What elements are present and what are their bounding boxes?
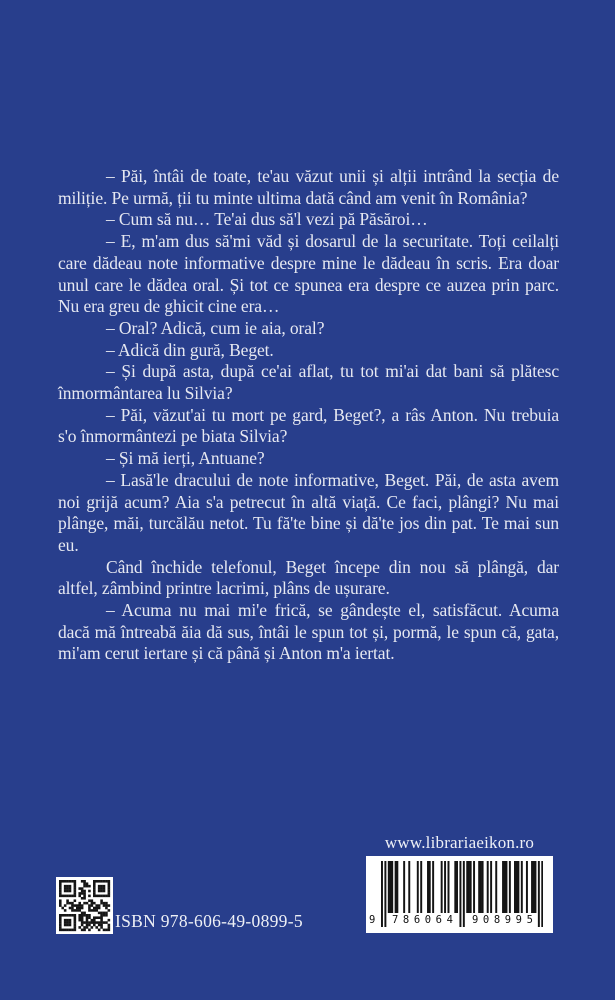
publisher-website: www.librariaeikon.ro — [384, 833, 535, 852]
paragraph: – Păi, întâi de toate, te'au văzut unii și alții intrând la secția de miliție. Pe urmă, ții tu minte ultima dată când am venit în România? — [58, 166, 559, 208]
back-cover-text — [58, 166, 559, 665]
paragraph: – Și mă ierți, Antuane? — [106, 448, 265, 469]
barcode-first-digit: 9 — [369, 914, 376, 926]
paragraph: – Păi, văzut'ai tu mort pe gard, Beget?, a râs Anton. Nu trebuia s'o înmormântezi pe biata Silvia? — [58, 404, 559, 447]
isbn-barcode — [366, 856, 553, 933]
paragraph: – Cum să nu… Te'ai dus să'l vezi pă Păsăroi… — [106, 209, 428, 230]
barcode-right-digits: 908995 — [472, 914, 538, 926]
paragraph: – Și după asta, după ce'ai aflat, tu tot mi'ai dat bani să plătesc înmormântarea lu Silvia? — [58, 361, 559, 404]
paragraph: – E, m'am dus să'mi văd și dosarul de la securitate. Toți ceilalți care dădeau note informative despre mine le dădeau în scris. Era doar unul care le dădea oral. Și tot ce spunea era despre ce auzea prin parc. Nu era greu de ghicit cine era… — [58, 231, 559, 317]
barcode-left-digits: 786064 — [392, 914, 458, 926]
paragraph: – Adică din gură, Beget. — [106, 339, 274, 360]
paragraph: Când închide telefonul, Beget începe din nou să plângă, dar altfel, zâmbind printre lacrimi, plâns de ușurare. — [58, 556, 559, 599]
paragraph: – Acuma nu mai mi'e frică, se gândește el, satisfăcut. Acuma dacă mă întreabă ăia dă sus, întâi le spun tot și, pormă, le spun că, gata, mi'am cerut iertare și că până și Anton m'a iertat. — [58, 600, 559, 664]
paragraph: – Oral? Adică, cum ie aia, oral? — [106, 317, 325, 338]
paragraph: – Lasă'le dracului de note informative, Beget. Păi, de asta avem noi grijă acum? Aia s'a petrecut în altă viață. Ce faci, plângi? Nu mai plânge, măi, turcălău netot. Tu fă'te bine și dă'te jos din pat. Te mai sun eu. — [58, 469, 559, 555]
qr-code-icon — [56, 877, 113, 934]
isbn-label: ISBN 978-606-49-0899-5 — [115, 911, 303, 931]
